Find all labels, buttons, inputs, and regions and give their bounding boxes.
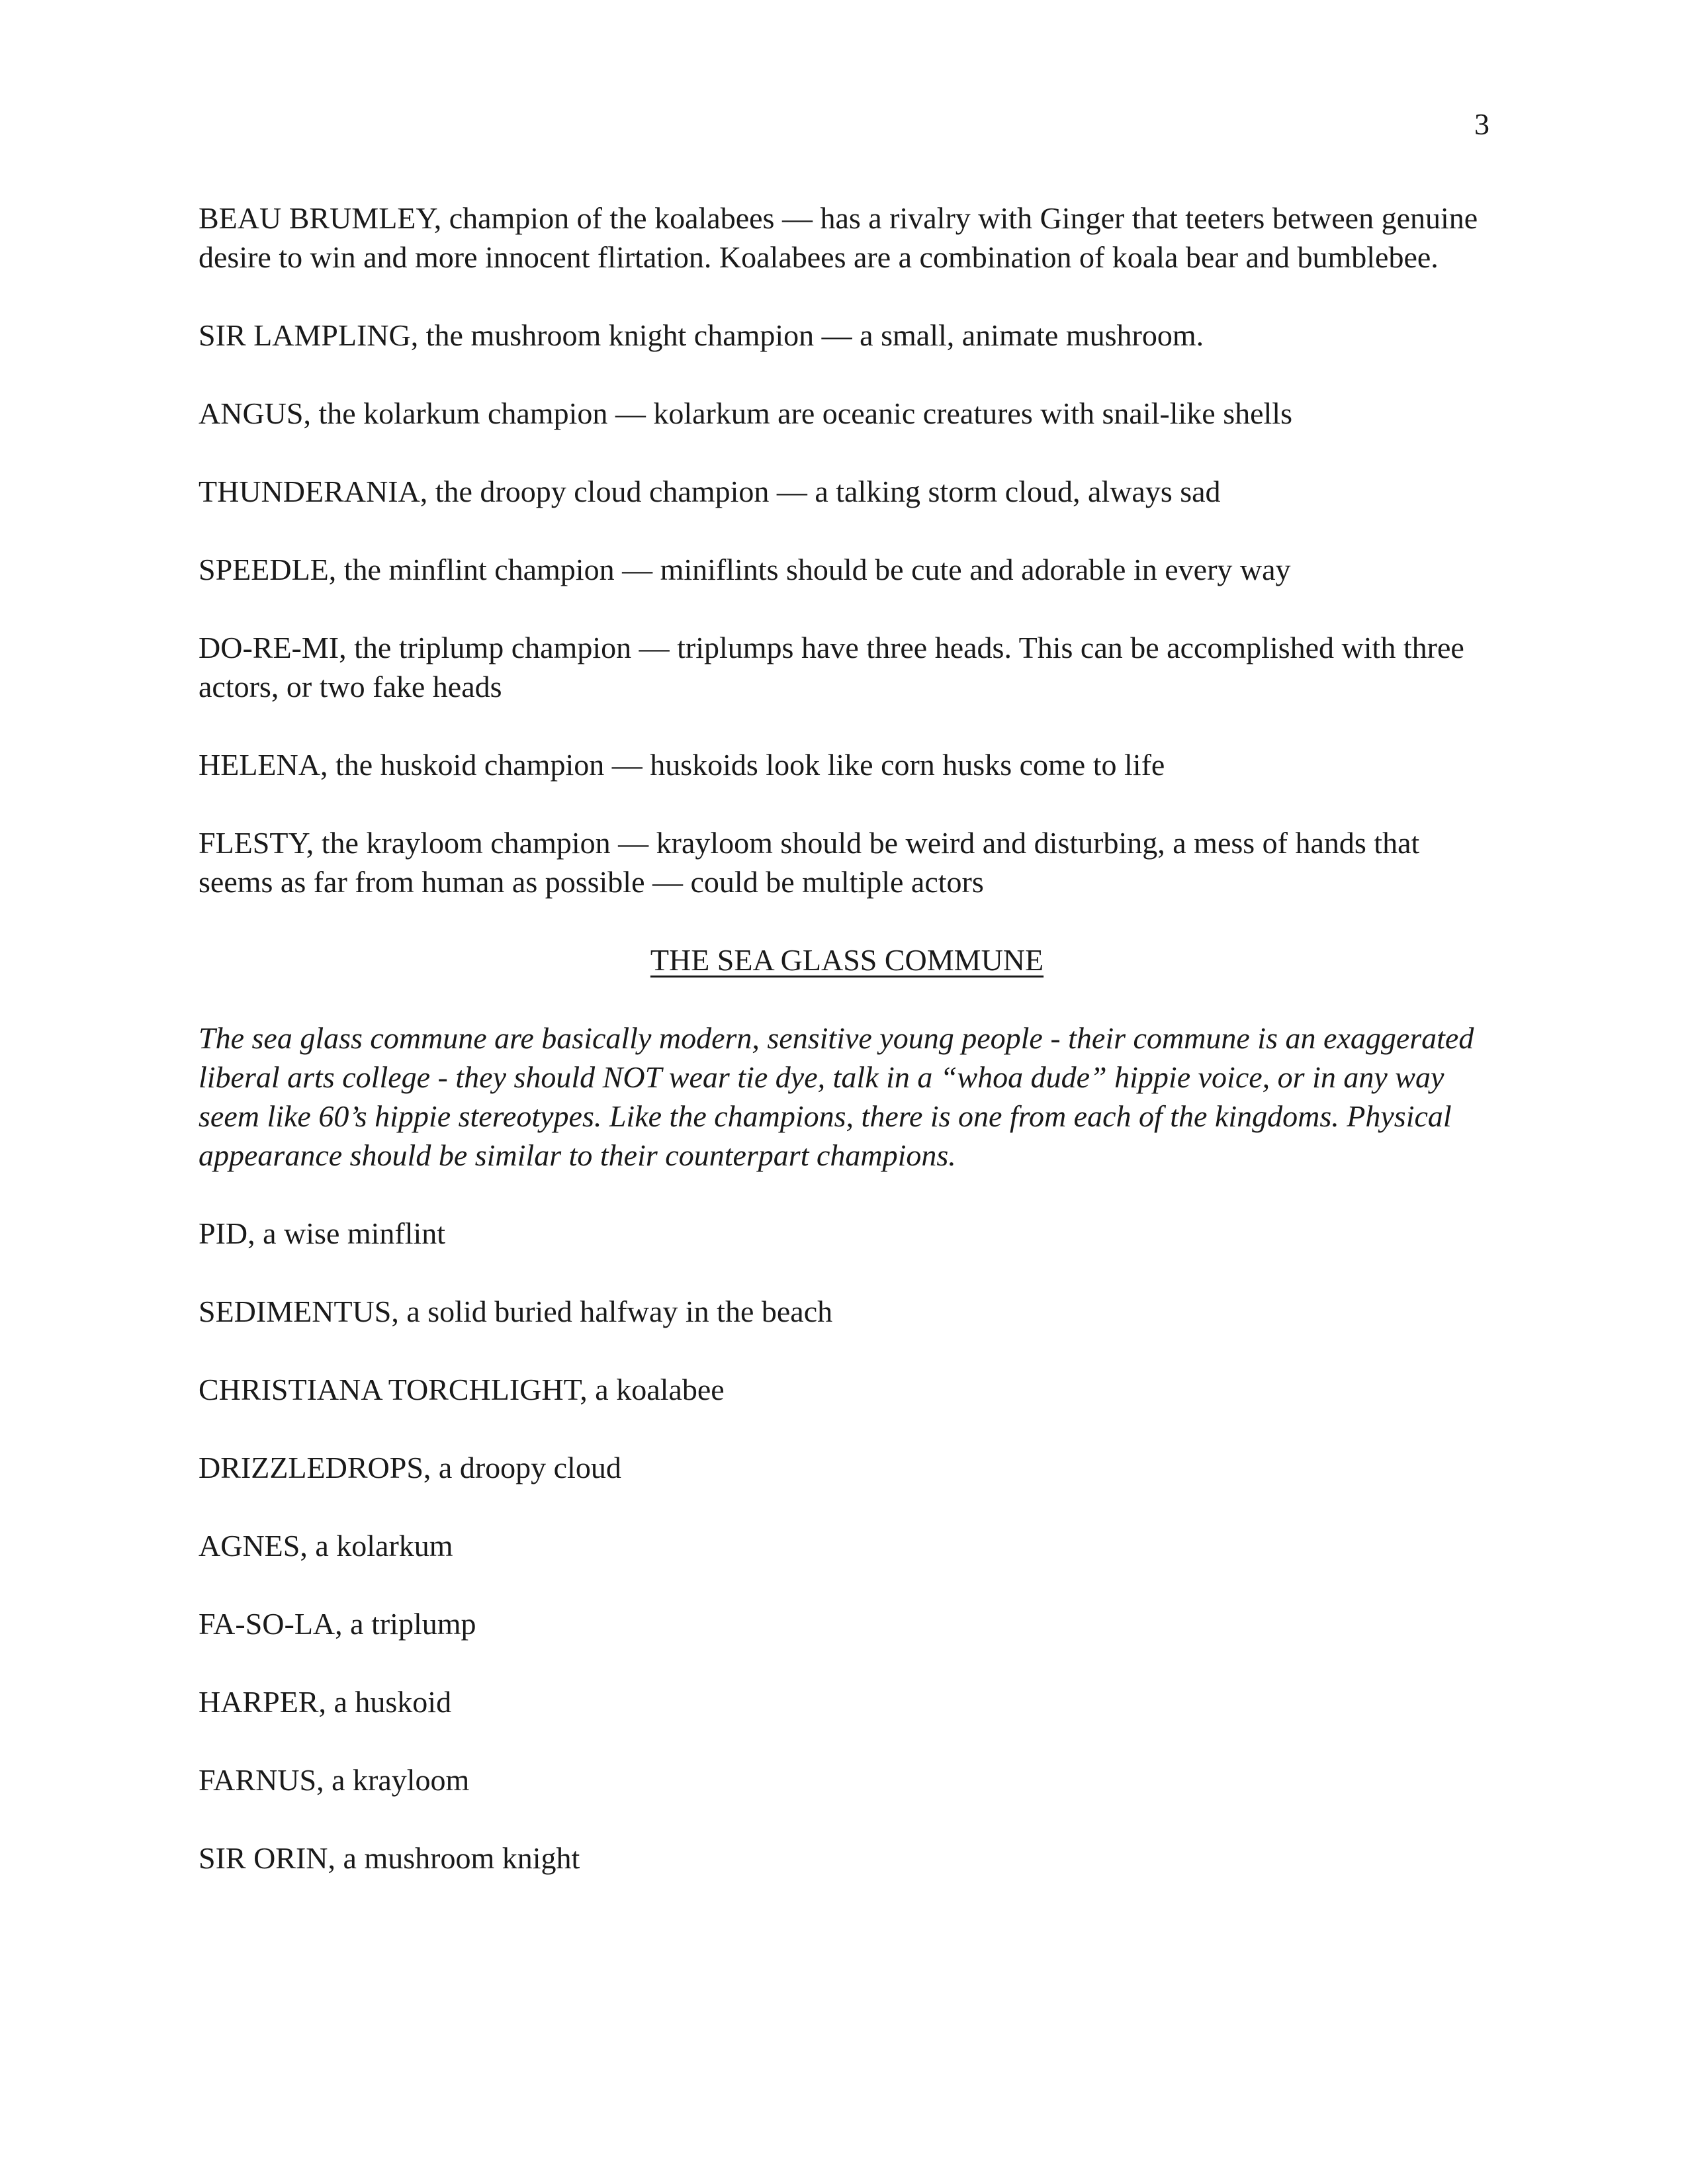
champion-entry: ANGUS, the kolarkum champion — kolarkum are oceanic creatures with snail-like shells xyxy=(199,396,1292,430)
champion-entry: SIR LAMPLING, the mushroom knight champion — a small, animate mushroom. xyxy=(199,318,1204,352)
champion-entry: THUNDERANIA, the droopy cloud champion — a talking storm cloud, always sad xyxy=(199,475,1221,508)
champion-entry: HELENA, the huskoid champion — huskoids look like corn husks come to life xyxy=(199,748,1165,782)
commune-member: FARNUS, a krayloom xyxy=(199,1763,470,1797)
champion-entry: BEAU BRUMLEY, champion of the koalabees — has a rivalry with Ginger that teeters between genuine desire to win and more innocent flirtation. Koalabees are a combination of koala bear and bumblebee. xyxy=(199,201,1478,274)
commune-member: PID, a wise minflint xyxy=(199,1216,446,1250)
commune-description: The sea glass commune are basically modern, sensitive young people - their commune is an exaggerated liberal arts college - they should NOT wear tie dye, talk in a “whoa dude” hippie voice, or in any way seem like 60’s hippie stereotypes. Like the champions, there is one from each of the kingdoms. Physical appearance should be similar to their counterpart champions. xyxy=(199,1021,1474,1172)
page-number: 3 xyxy=(1474,107,1489,141)
document-body xyxy=(199,199,1495,1917)
commune-member: FA-SO-LA, a triplump xyxy=(199,1607,476,1641)
champion-entry: DO-RE-MI, the triplump champion — triplumps have three heads. This can be accomplished with three actors, or two fake heads xyxy=(199,631,1464,704)
champion-entry: SPEEDLE, the minflint champion — miniflints should be cute and adorable in every way xyxy=(199,553,1291,586)
commune-member: AGNES, a kolarkum xyxy=(199,1529,453,1563)
commune-member: CHRISTIANA TORCHLIGHT, a koalabee xyxy=(199,1373,725,1406)
commune-member: SEDIMENTUS, a solid buried halfway in the beach xyxy=(199,1295,833,1328)
commune-member: SIR ORIN, a mushroom knight xyxy=(199,1841,580,1875)
champion-entry: FLESTY, the krayloom champion — krayloom should be weird and disturbing, a mess of hands that seems as far from human as possible — could be multiple actors xyxy=(199,826,1420,899)
section-heading: THE SEA GLASS COMMUNE xyxy=(650,943,1044,977)
commune-member: HARPER, a huskoid xyxy=(199,1685,452,1719)
commune-member: DRIZZLEDROPS, a droopy cloud xyxy=(199,1451,621,1484)
